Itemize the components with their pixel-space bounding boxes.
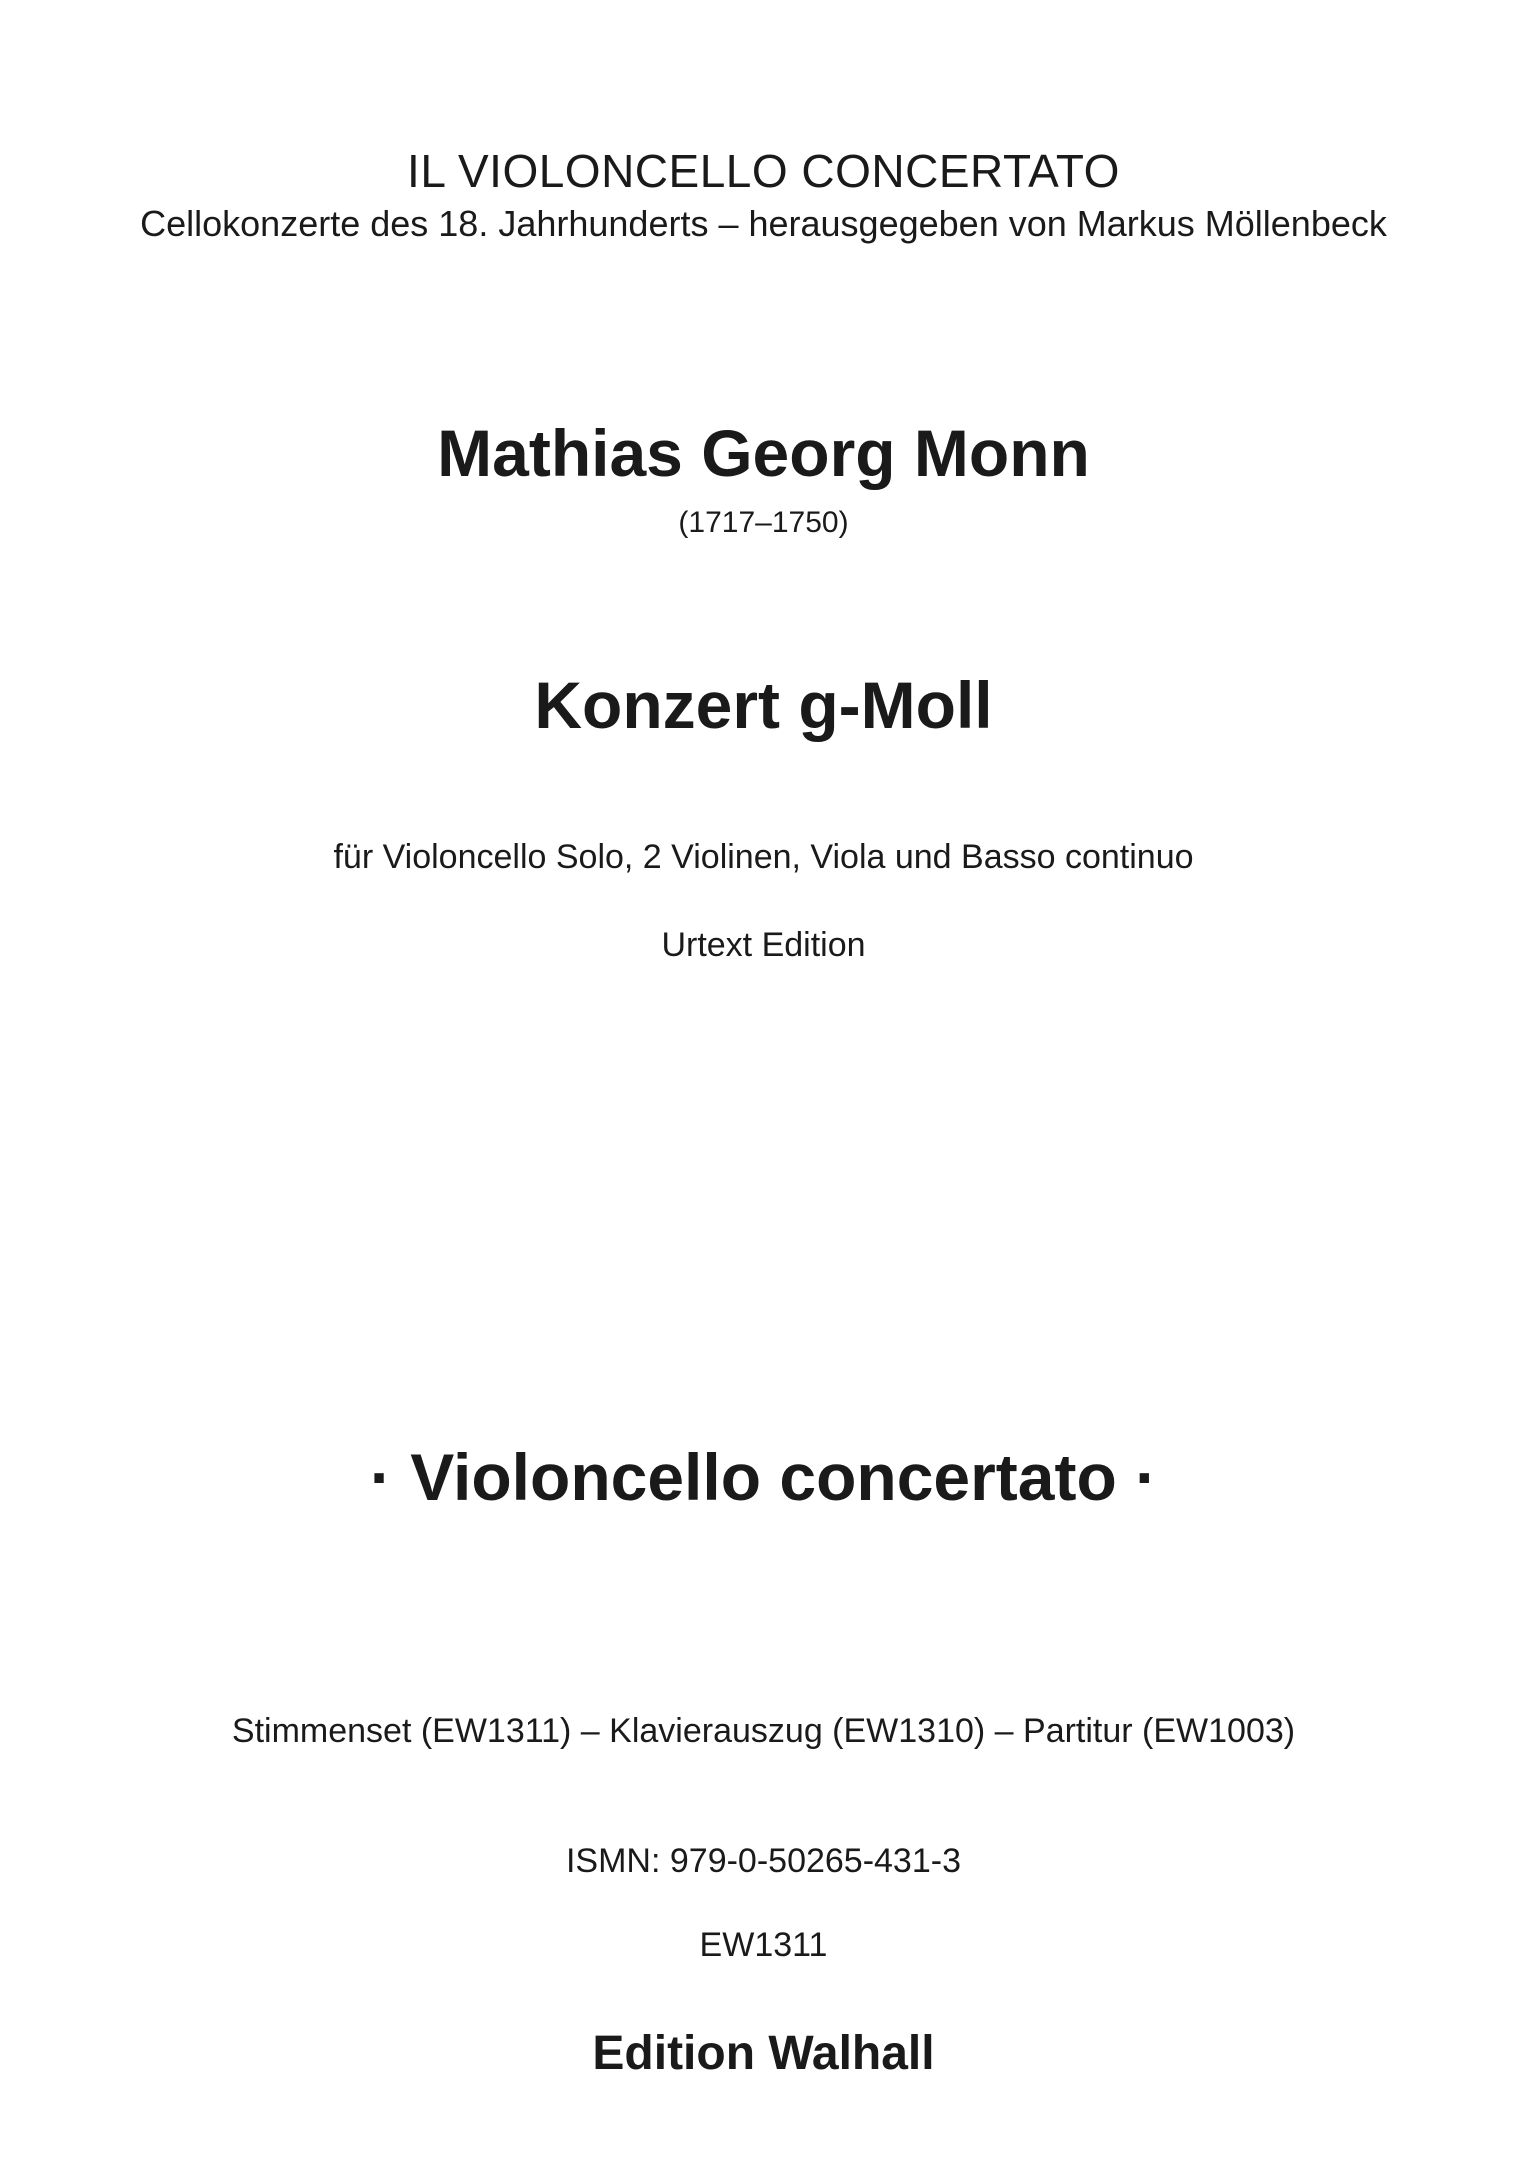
composer-dates: (1717–1750) [678,506,849,539]
bullet-right: · [1135,1440,1158,1514]
bullet-left: · [369,1440,392,1514]
composer-name: Mathias Georg Monn [437,416,1090,490]
work-title: Konzert g-Moll [534,668,993,742]
series-subtitle: Cellokonzerte des 18. Jahrhunderts – herausgegeben von Markus Möllenbeck [140,203,1387,244]
part-name: Violoncello concertato [410,1440,1117,1514]
ismn: ISMN: 979-0-50265-431-3 [565,1842,961,1880]
related-editions: Stimmenset (EW1311) – Klavierauszug (EW1310) – Partitur (EW1003) [231,1712,1296,1750]
part-name-heading [0,1440,1527,1514]
series-title: IL VIOLONCELLO CONCERTATO [407,145,1120,197]
instrumentation: für Violoncello Solo, 2 Violinen, Viola und Basso continuo [333,838,1194,876]
catalog-number: EW1311 [699,1926,828,1964]
publisher: Edition Walhall [592,2027,935,2080]
edition-type: Urtext Edition [661,926,866,964]
